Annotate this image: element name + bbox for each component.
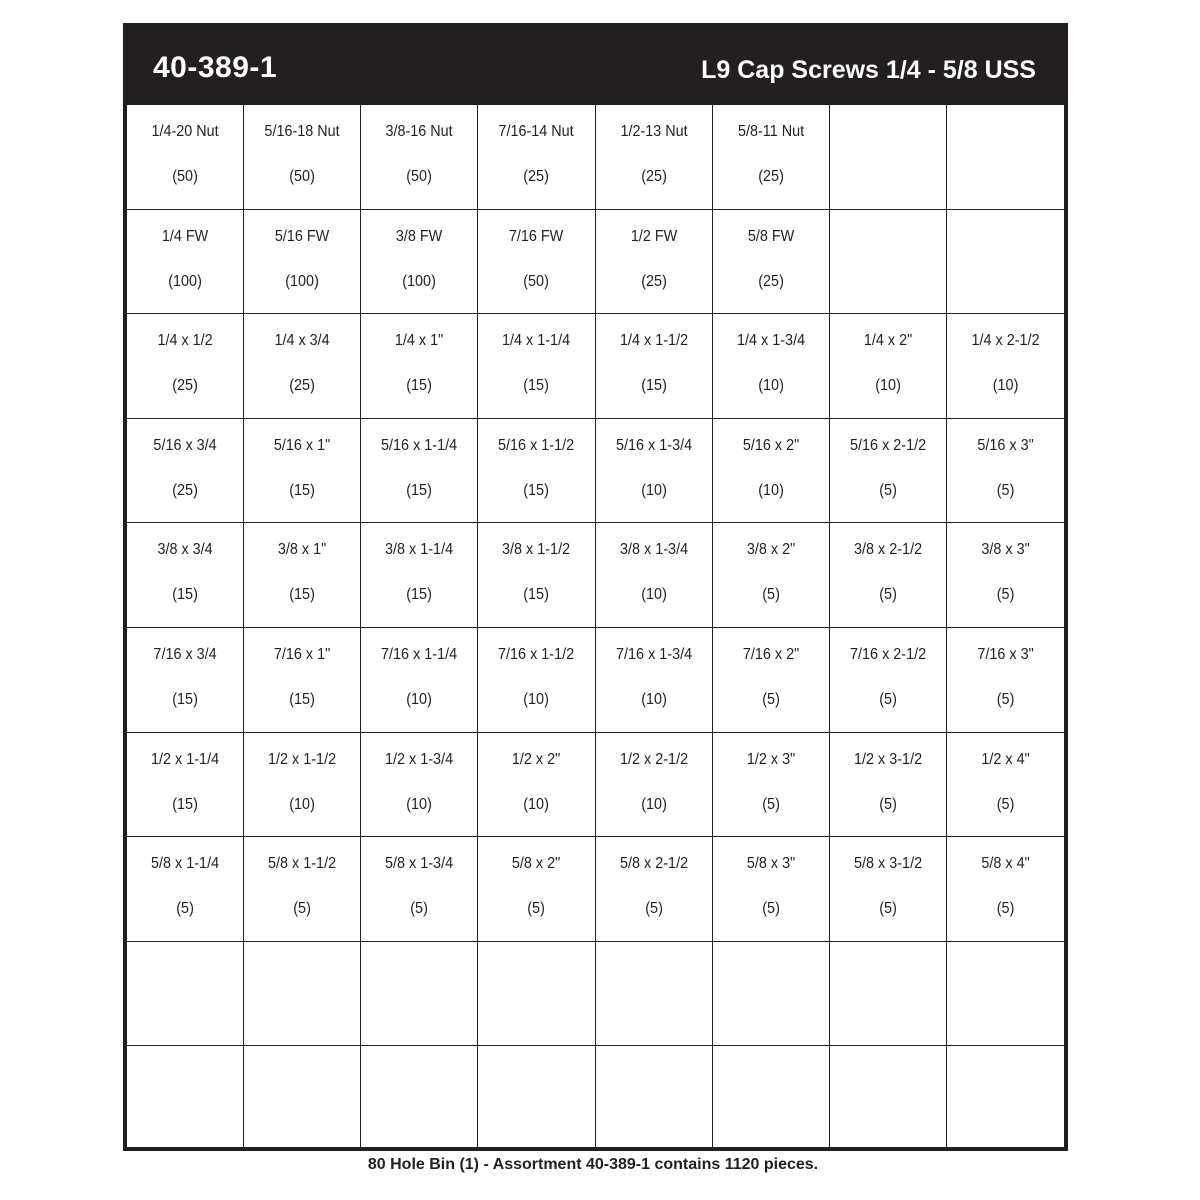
bin-cell xyxy=(596,628,713,733)
bin-cell xyxy=(361,523,478,628)
bin-cell xyxy=(596,733,713,838)
bin-cell xyxy=(361,314,478,419)
bin-quantity: (25) xyxy=(172,481,198,499)
bin-cell xyxy=(478,733,595,838)
bin-cell-empty xyxy=(713,942,830,1047)
bin-cell xyxy=(596,523,713,628)
bin-cell-empty xyxy=(596,1046,713,1151)
bin-quantity: (5) xyxy=(644,900,663,918)
bin-quantity: (10) xyxy=(757,481,784,499)
bin-cell-empty xyxy=(478,1046,595,1151)
bin-quantity: (5) xyxy=(996,795,1015,813)
bin-quantity: (15) xyxy=(172,586,198,604)
bin-label: 1/4 x 1-1/4 xyxy=(502,332,571,350)
bin-label: 5/16 x 1-1/2 xyxy=(498,436,575,454)
bin-quantity: (5) xyxy=(996,481,1015,499)
bin-label: 1/2 x 3" xyxy=(746,750,795,768)
bin-label: 5/16 x 1" xyxy=(274,436,331,454)
bin-label: 5/8 FW xyxy=(747,227,794,245)
bin-cell xyxy=(127,837,244,942)
bin-cell-empty xyxy=(830,105,947,210)
bin-quantity: (25) xyxy=(523,168,550,185)
bin-cell xyxy=(478,105,595,210)
bin-label: 3/8 x 1" xyxy=(278,541,327,559)
bin-label: 1/2 x 2" xyxy=(512,750,561,768)
bin-cell xyxy=(596,419,713,524)
bin-cell-empty xyxy=(830,210,947,315)
bin-label: 5/8 x 2" xyxy=(512,855,561,873)
bin-cell xyxy=(127,523,244,628)
bin-quantity: (5) xyxy=(527,900,546,918)
bin-label: 7/16 FW xyxy=(509,227,564,245)
bin-label: 1/2 FW xyxy=(630,227,677,245)
bin-cell xyxy=(713,210,830,315)
bin-cell-empty xyxy=(244,942,361,1047)
bin-cell-empty xyxy=(947,210,1064,315)
bin-quantity: (100) xyxy=(168,272,202,290)
bin-quantity: (10) xyxy=(640,795,667,813)
bin-cell-empty xyxy=(596,942,713,1047)
bin-quantity: (25) xyxy=(640,168,667,185)
bin-quantity: (5) xyxy=(879,900,897,918)
bin-quantity: (10) xyxy=(523,690,550,708)
bin-quantity: (15) xyxy=(172,795,198,813)
bin-label: 7/16 x 1-1/2 xyxy=(498,645,575,663)
bin-label: 1/4 x 2" xyxy=(863,332,912,350)
bin-cell xyxy=(127,105,244,210)
bin-label: 3/8 x 1-3/4 xyxy=(619,541,688,559)
bin-cell xyxy=(713,628,830,733)
bin-label: 7/16-14 Nut xyxy=(498,123,575,140)
bin-quantity: (5) xyxy=(879,690,897,708)
bin-label: 1/4 x 1" xyxy=(395,332,444,350)
bin-quantity: (15) xyxy=(289,586,315,604)
bin-quantity: (25) xyxy=(757,272,784,290)
bin-grid xyxy=(127,105,1064,1151)
header-bar xyxy=(127,27,1064,105)
bin-quantity: (50) xyxy=(523,272,550,290)
assortment-title: L9 Cap Screws 1/4 - 5/8 USS xyxy=(701,56,1036,84)
bin-cell xyxy=(127,419,244,524)
bin-quantity: (5) xyxy=(879,481,897,499)
bin-cell-empty xyxy=(127,942,244,1047)
bin-quantity: (100) xyxy=(285,272,319,290)
bin-label: 1/4 x 1-1/2 xyxy=(619,332,688,350)
bin-label: 5/16 x 2" xyxy=(742,436,799,454)
bin-label: 5/8 x 3" xyxy=(746,855,795,873)
bin-cell xyxy=(478,628,595,733)
bin-quantity: (15) xyxy=(523,586,550,604)
bin-label: 5/16 x 3/4 xyxy=(153,436,217,454)
bin-label: 7/16 x 1-1/4 xyxy=(381,645,458,663)
bin-cell xyxy=(947,419,1064,524)
bin-cell-empty xyxy=(713,1046,830,1151)
bin-label: 1/4 x 2-1/2 xyxy=(971,332,1040,350)
bin-quantity: (10) xyxy=(406,690,433,708)
bin-quantity: (10) xyxy=(406,795,433,813)
bin-cell xyxy=(244,105,361,210)
bin-cell xyxy=(830,837,947,942)
bin-cell-empty xyxy=(830,942,947,1047)
bin-quantity: (15) xyxy=(523,481,550,499)
bin-cell xyxy=(244,314,361,419)
bin-label: 5/8 x 2-1/2 xyxy=(619,855,688,873)
bin-cell xyxy=(127,628,244,733)
bin-quantity: (5) xyxy=(410,900,429,918)
bin-cell xyxy=(478,419,595,524)
bin-cell-empty xyxy=(244,1046,361,1151)
bin-cell xyxy=(244,419,361,524)
bin-label: 3/8 x 1-1/2 xyxy=(502,541,571,559)
bin-cell xyxy=(947,733,1064,838)
bin-label: 5/16 x 2-1/2 xyxy=(849,436,926,454)
bin-label: 7/16 x 2" xyxy=(742,645,799,663)
bin-cell xyxy=(127,314,244,419)
bin-quantity: (10) xyxy=(757,377,784,395)
bin-cell xyxy=(830,733,947,838)
bin-quantity: (5) xyxy=(996,690,1015,708)
bin-cell xyxy=(361,419,478,524)
bin-cell xyxy=(478,314,595,419)
bin-quantity: (5) xyxy=(761,900,780,918)
bin-label: 3/8 x 2-1/2 xyxy=(853,541,922,559)
bin-label: 3/8 x 3" xyxy=(981,541,1030,559)
bin-label: 1/2 x 2-1/2 xyxy=(619,750,688,768)
bin-cell xyxy=(361,628,478,733)
bin-label: 5/8 x 3-1/2 xyxy=(853,855,922,873)
bin-label: 1/2 x 1-1/2 xyxy=(268,750,337,768)
bin-cell-empty xyxy=(127,1046,244,1151)
bin-quantity: (15) xyxy=(406,481,433,499)
bin-cell xyxy=(478,523,595,628)
bin-quantity: (50) xyxy=(172,168,198,185)
bin-cell xyxy=(244,837,361,942)
bin-quantity: (25) xyxy=(757,168,784,185)
bin-cell xyxy=(244,210,361,315)
bin-cell xyxy=(361,733,478,838)
bin-label: 1/4-20 Nut xyxy=(151,123,219,140)
bin-label: 5/16 x 1-1/4 xyxy=(381,436,458,454)
bin-cell-empty xyxy=(830,1046,947,1151)
bin-cell xyxy=(244,628,361,733)
bin-cell xyxy=(947,837,1064,942)
bin-label: 5/16-18 Nut xyxy=(264,123,340,140)
bin-cell xyxy=(244,733,361,838)
bin-label: 5/16 x 3" xyxy=(977,436,1034,454)
bin-cell xyxy=(478,837,595,942)
bin-label: 7/16 x 3" xyxy=(977,645,1034,663)
bin-quantity: (5) xyxy=(879,795,897,813)
bin-quantity: (5) xyxy=(761,795,780,813)
bin-cell xyxy=(947,523,1064,628)
bin-label: 5/16 FW xyxy=(274,227,330,245)
bin-cell xyxy=(596,837,713,942)
bin-cell xyxy=(713,523,830,628)
bin-label: 1/4 x 3/4 xyxy=(274,332,330,350)
bin-quantity: (10) xyxy=(289,795,315,813)
bin-quantity: (5) xyxy=(176,900,194,918)
bin-label: 5/8 x 1-1/4 xyxy=(151,855,220,873)
bin-quantity: (5) xyxy=(761,586,780,604)
bin-cell xyxy=(947,628,1064,733)
bin-cell-empty xyxy=(361,942,478,1047)
bin-cell-empty xyxy=(947,942,1064,1047)
bin-cell xyxy=(244,523,361,628)
bin-cell xyxy=(596,105,713,210)
bin-quantity: (10) xyxy=(640,481,667,499)
bin-quantity: (25) xyxy=(289,377,315,395)
bin-label: 3/8 x 1-1/4 xyxy=(385,541,454,559)
bin-cell xyxy=(713,733,830,838)
bin-cell xyxy=(127,733,244,838)
bin-cell xyxy=(713,314,830,419)
bin-quantity: (5) xyxy=(996,900,1015,918)
bin-label: 1/4 x 1-3/4 xyxy=(736,332,805,350)
bin-label: 1/2 x 4" xyxy=(981,750,1030,768)
bin-quantity: (5) xyxy=(761,690,780,708)
bin-cell xyxy=(361,105,478,210)
bin-label: 5/8 x 4" xyxy=(981,855,1030,873)
bin-label: 5/16 x 1-3/4 xyxy=(615,436,692,454)
bin-label: 5/8 x 1-1/2 xyxy=(268,855,337,873)
bin-label: 7/16 x 1-3/4 xyxy=(615,645,692,663)
bin-cell xyxy=(947,314,1064,419)
bin-quantity: (10) xyxy=(992,377,1019,395)
bin-label: 1/4 x 1/2 xyxy=(157,332,213,350)
bin-quantity: (25) xyxy=(172,377,198,395)
bin-quantity: (50) xyxy=(406,168,433,185)
bin-cell xyxy=(713,419,830,524)
bin-cell xyxy=(596,314,713,419)
bin-label: 7/16 x 3/4 xyxy=(153,645,217,663)
bin-label: 1/2 x 1-1/4 xyxy=(151,750,220,768)
bin-cell xyxy=(830,523,947,628)
bin-quantity: (25) xyxy=(640,272,667,290)
bin-cell-empty xyxy=(947,105,1064,210)
bin-quantity: (5) xyxy=(879,586,897,604)
bin-label: 1/4 FW xyxy=(161,227,209,245)
bin-quantity: (10) xyxy=(523,795,550,813)
bin-quantity: (15) xyxy=(289,481,315,499)
bin-label: 5/8-11 Nut xyxy=(737,123,804,140)
bin-cell xyxy=(830,314,947,419)
bin-quantity: (15) xyxy=(406,377,433,395)
bin-quantity: (15) xyxy=(289,690,315,708)
bin-label: 7/16 x 1" xyxy=(274,645,331,663)
bin-cell xyxy=(830,628,947,733)
bin-quantity: (5) xyxy=(293,900,311,918)
bin-cell xyxy=(596,210,713,315)
bin-label: 7/16 x 2-1/2 xyxy=(849,645,926,663)
bin-label: 5/8 x 1-3/4 xyxy=(385,855,454,873)
bin-label: 3/8 x 2" xyxy=(746,541,795,559)
bin-quantity: (10) xyxy=(640,690,667,708)
part-number: 40-389-1 xyxy=(153,51,278,84)
bin-quantity: (10) xyxy=(640,586,667,604)
bin-cell xyxy=(361,837,478,942)
bin-quantity: (15) xyxy=(172,690,198,708)
bin-quantity: (5) xyxy=(996,586,1015,604)
bin-cell-empty xyxy=(478,942,595,1047)
bin-cell-empty xyxy=(947,1046,1064,1151)
bin-quantity: (10) xyxy=(875,377,901,395)
bin-cell xyxy=(478,210,595,315)
bin-label: 3/8 x 3/4 xyxy=(157,541,213,559)
bin-quantity: (15) xyxy=(406,586,433,604)
bin-label: 1/2-13 Nut xyxy=(619,123,688,140)
bin-label: 1/2 x 1-3/4 xyxy=(385,750,454,768)
bin-label: 1/2 x 3-1/2 xyxy=(853,750,922,768)
bin-cell-empty xyxy=(361,1046,478,1151)
bin-cell xyxy=(713,837,830,942)
footer-caption: 80 Hole Bin (1) - Assortment 40-389-1 contains 1120 pieces. xyxy=(367,1156,819,1173)
bin-label: 3/8 FW xyxy=(396,227,443,245)
bin-cell xyxy=(830,419,947,524)
assortment-label-sheet xyxy=(123,23,1068,1151)
bin-quantity: (50) xyxy=(289,168,315,185)
bin-label: 3/8-16 Nut xyxy=(385,123,453,140)
bin-cell xyxy=(127,210,244,315)
bin-quantity: (100) xyxy=(402,272,437,290)
bin-cell xyxy=(361,210,478,315)
bin-quantity: (15) xyxy=(640,377,667,395)
bin-quantity: (15) xyxy=(523,377,550,395)
bin-cell xyxy=(713,105,830,210)
